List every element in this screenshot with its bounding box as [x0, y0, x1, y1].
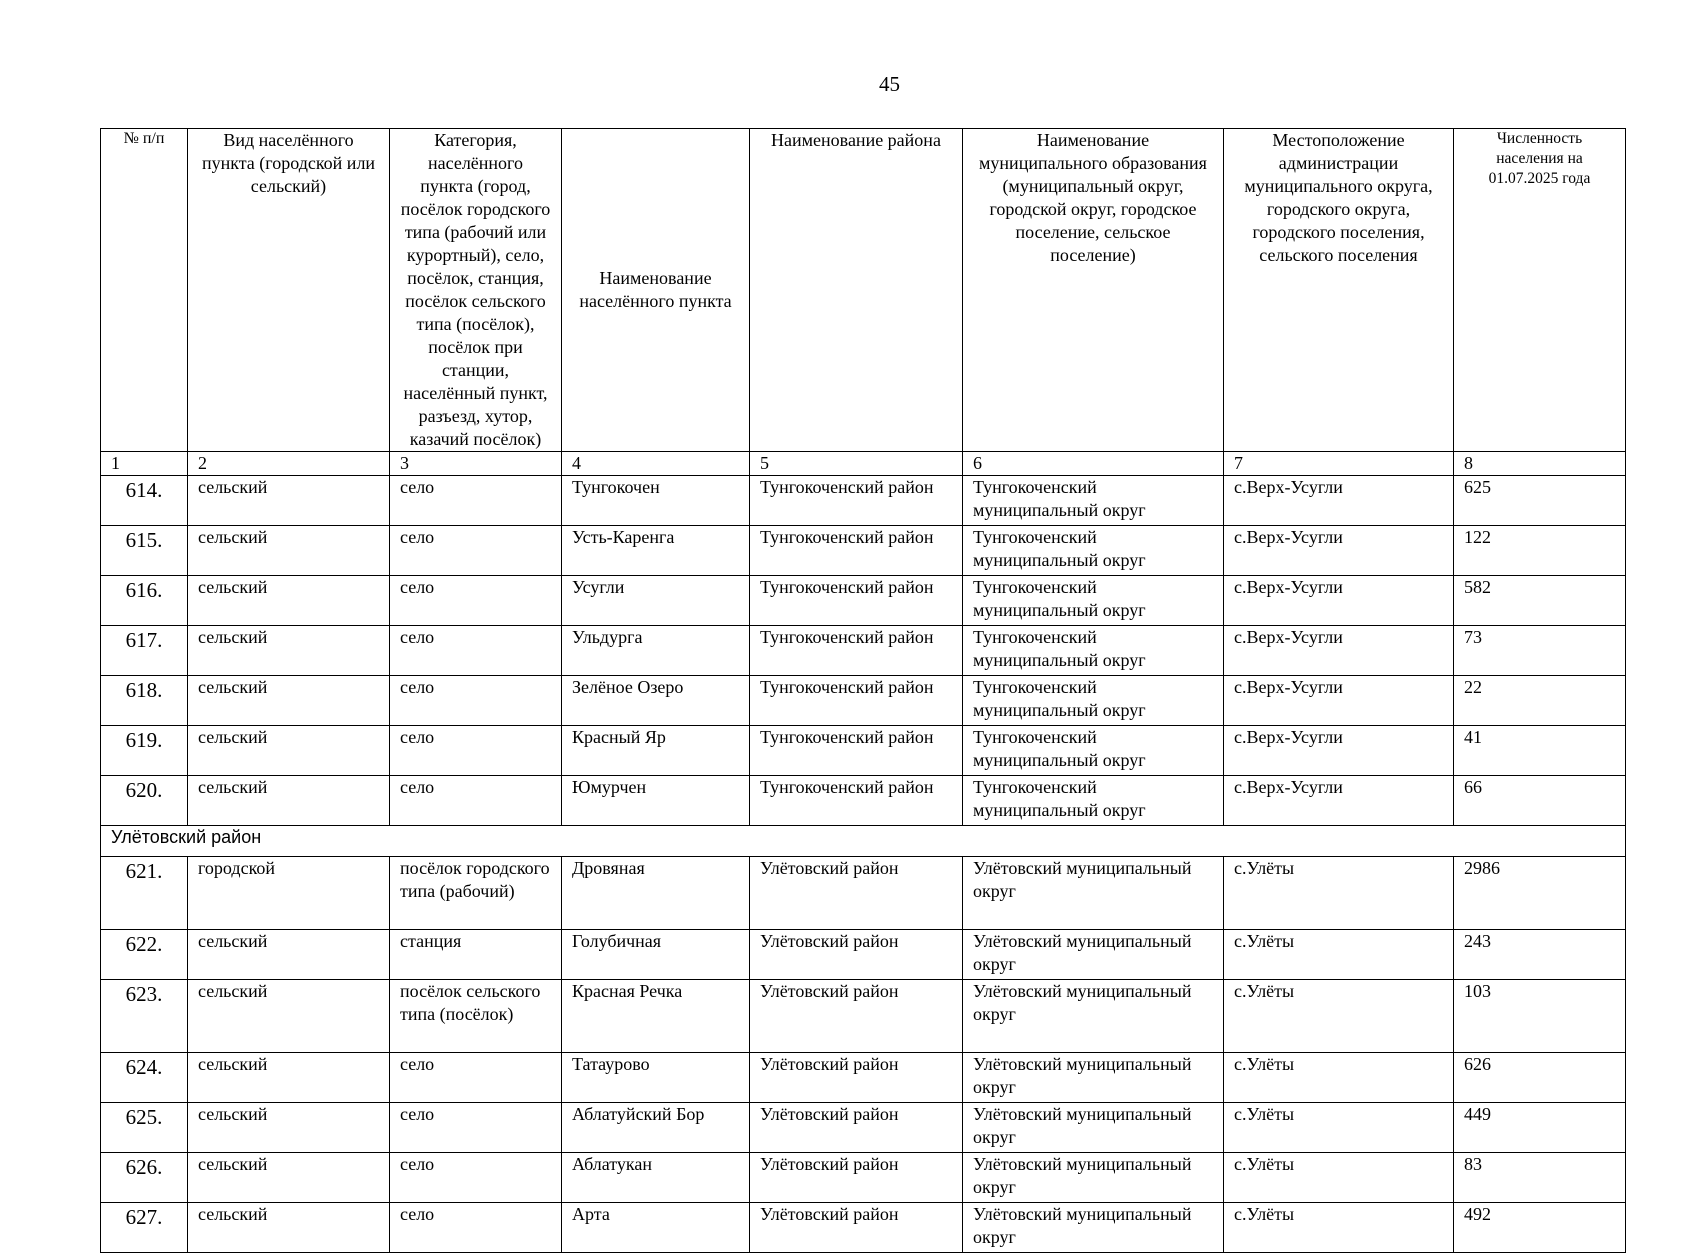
- admin-location: с.Улёты: [1224, 857, 1454, 930]
- settlement-name: Ульдурга: [562, 626, 750, 676]
- municipality-name: Улётовский муниципальный округ: [963, 1203, 1224, 1253]
- row-number: 624.: [101, 1053, 188, 1103]
- settlement-category: село: [390, 526, 562, 576]
- settlement-name: Арта: [562, 1203, 750, 1253]
- table-row: [101, 930, 1626, 980]
- settlement-category: село: [390, 1153, 562, 1203]
- settlement-name: Красная Речка: [562, 980, 750, 1053]
- settlement-name: Аблатукан: [562, 1153, 750, 1203]
- section-header-row: [101, 826, 1626, 857]
- settlement-category: станция: [390, 930, 562, 980]
- population: 41: [1454, 726, 1626, 776]
- admin-location: с.Улёты: [1224, 1203, 1454, 1253]
- district-name: Улётовский район: [750, 857, 963, 930]
- settlement-name: Усть-Каренга: [562, 526, 750, 576]
- column-number: 2: [188, 452, 390, 476]
- admin-location: с.Верх-Усугли: [1224, 476, 1454, 526]
- district-name: Тунгокоченский район: [750, 526, 963, 576]
- settlement-category: село: [390, 1053, 562, 1103]
- municipality-name: Тунгокоченский муниципальный округ: [963, 576, 1224, 626]
- table-row: [101, 1203, 1626, 1253]
- row-number: 617.: [101, 626, 188, 676]
- admin-location: с.Верх-Усугли: [1224, 676, 1454, 726]
- settlement-type: городской: [188, 857, 390, 930]
- settlement-category: село: [390, 1103, 562, 1153]
- admin-location: с.Улёты: [1224, 1103, 1454, 1153]
- table-row: [101, 576, 1626, 626]
- admin-location: с.Улёты: [1224, 980, 1454, 1053]
- district-name: Улётовский район: [750, 1103, 963, 1153]
- municipality-name: Тунгокоченский муниципальный округ: [963, 726, 1224, 776]
- settlement-type: сельский: [188, 930, 390, 980]
- settlement-type: сельский: [188, 1153, 390, 1203]
- row-number: 622.: [101, 930, 188, 980]
- table-row: [101, 476, 1626, 526]
- admin-location: с.Верх-Усугли: [1224, 626, 1454, 676]
- district-name: Тунгокоченский район: [750, 726, 963, 776]
- table-header-row: [101, 129, 1626, 452]
- municipality-name: Улётовский муниципальный округ: [963, 980, 1224, 1053]
- header-settlement-category: Категория, населённого пункта (город, посёлок городского типа (рабочий или курортный), село, посёлок, станция, посёлок сельского типа (посёлок), посёлок при станции, населённый пункт, разъезд, хутор, казачий посёлок): [390, 129, 562, 452]
- population: 22: [1454, 676, 1626, 726]
- population: 582: [1454, 576, 1626, 626]
- district-name: Улётовский район: [750, 1153, 963, 1203]
- settlement-name: Дровяная: [562, 857, 750, 930]
- district-name: Улётовский район: [750, 930, 963, 980]
- settlement-category: село: [390, 726, 562, 776]
- settlement-type: сельский: [188, 980, 390, 1053]
- column-number: 4: [562, 452, 750, 476]
- column-number: 7: [1224, 452, 1454, 476]
- column-number: 5: [750, 452, 963, 476]
- row-number: 616.: [101, 576, 188, 626]
- settlement-type: сельский: [188, 476, 390, 526]
- column-number: 3: [390, 452, 562, 476]
- population: 122: [1454, 526, 1626, 576]
- population: 449: [1454, 1103, 1626, 1153]
- settlement-category: село: [390, 676, 562, 726]
- admin-location: с.Улёты: [1224, 1153, 1454, 1203]
- municipality-name: Улётовский муниципальный округ: [963, 857, 1224, 930]
- table-row: [101, 857, 1626, 930]
- population: 83: [1454, 1153, 1626, 1203]
- header-settlement-type: Вид населённого пункта (городской или сельский): [188, 129, 390, 452]
- admin-location: с.Верх-Усугли: [1224, 776, 1454, 826]
- table-row: [101, 980, 1626, 1053]
- district-name: Улётовский район: [750, 980, 963, 1053]
- row-number: 620.: [101, 776, 188, 826]
- settlement-type: сельский: [188, 576, 390, 626]
- row-number: 614.: [101, 476, 188, 526]
- settlement-name: Тунгокочен: [562, 476, 750, 526]
- admin-location: с.Верх-Усугли: [1224, 576, 1454, 626]
- table-row: [101, 726, 1626, 776]
- table-row: [101, 1153, 1626, 1203]
- municipality-name: Улётовский муниципальный округ: [963, 1103, 1224, 1153]
- section-title: Улётовский район: [101, 826, 1626, 857]
- row-number: 623.: [101, 980, 188, 1053]
- header-admin-location: Местоположение администрации муниципального округа, городского округа, городского поселения, сельского поселения: [1224, 129, 1454, 452]
- settlement-category: село: [390, 476, 562, 526]
- population: 73: [1454, 626, 1626, 676]
- page-number: 45: [879, 72, 900, 96]
- settlement-type: сельский: [188, 626, 390, 676]
- admin-location: с.Верх-Усугли: [1224, 726, 1454, 776]
- population: 66: [1454, 776, 1626, 826]
- header-settlement-name: Наименование населённого пункта: [562, 129, 750, 452]
- row-number: 625.: [101, 1103, 188, 1153]
- header-number: № п/п: [101, 129, 188, 452]
- column-number-row: [101, 452, 1626, 476]
- settlement-name: Красный Яр: [562, 726, 750, 776]
- settlement-name: Зелёное Озеро: [562, 676, 750, 726]
- district-name: Тунгокоченский район: [750, 626, 963, 676]
- settlement-type: сельский: [188, 726, 390, 776]
- district-name: Тунгокоченский район: [750, 776, 963, 826]
- admin-location: с.Улёты: [1224, 930, 1454, 980]
- municipality-name: Тунгокоченский муниципальный округ: [963, 626, 1224, 676]
- municipality-name: Тунгокоченский муниципальный округ: [963, 676, 1224, 726]
- district-name: Тунгокоченский район: [750, 676, 963, 726]
- settlement-type: сельский: [188, 1103, 390, 1153]
- district-name: Улётовский район: [750, 1203, 963, 1253]
- table-row: [101, 626, 1626, 676]
- municipality-name: Улётовский муниципальный округ: [963, 930, 1224, 980]
- table-row: [101, 776, 1626, 826]
- settlement-name: Юмурчен: [562, 776, 750, 826]
- settlement-category: посёлок сельского типа (посёлок): [390, 980, 562, 1053]
- population: 103: [1454, 980, 1626, 1053]
- settlement-category: село: [390, 576, 562, 626]
- row-number: 619.: [101, 726, 188, 776]
- settlement-category: посёлок городского типа (рабочий): [390, 857, 562, 930]
- settlement-name: Голубичная: [562, 930, 750, 980]
- settlement-type: сельский: [188, 676, 390, 726]
- settlement-type: сельский: [188, 776, 390, 826]
- table-row: [101, 676, 1626, 726]
- settlement-type: сельский: [188, 1053, 390, 1103]
- settlement-category: село: [390, 776, 562, 826]
- header-population: Численность населения на 01.07.2025 года: [1454, 129, 1626, 452]
- row-number: 626.: [101, 1153, 188, 1203]
- district-name: Тунгокоченский район: [750, 476, 963, 526]
- admin-location: с.Улёты: [1224, 1053, 1454, 1103]
- population: 492: [1454, 1203, 1626, 1253]
- table-row: [101, 1103, 1626, 1153]
- population: 243: [1454, 930, 1626, 980]
- district-name: Улётовский район: [750, 1053, 963, 1103]
- municipality-name: Тунгокоченский муниципальный округ: [963, 526, 1224, 576]
- population: 625: [1454, 476, 1626, 526]
- row-number: 621.: [101, 857, 188, 930]
- header-district-name: Наименование района: [750, 129, 963, 452]
- municipality-name: Тунгокоченский муниципальный округ: [963, 776, 1224, 826]
- population: 626: [1454, 1053, 1626, 1103]
- municipality-name: Улётовский муниципальный округ: [963, 1153, 1224, 1203]
- population: 2986: [1454, 857, 1626, 930]
- municipality-name: Улётовский муниципальный округ: [963, 1053, 1224, 1103]
- admin-location: с.Верх-Усугли: [1224, 526, 1454, 576]
- column-number: 8: [1454, 452, 1626, 476]
- settlement-name: Аблатуйский Бор: [562, 1103, 750, 1153]
- settlement-category: село: [390, 626, 562, 676]
- table-row: [101, 526, 1626, 576]
- settlement-name: Усугли: [562, 576, 750, 626]
- settlement-name: Татаурово: [562, 1053, 750, 1103]
- settlement-category: село: [390, 1203, 562, 1253]
- row-number: 627.: [101, 1203, 188, 1253]
- table-row: [101, 1053, 1626, 1103]
- settlement-type: сельский: [188, 1203, 390, 1253]
- settlement-type: сельский: [188, 526, 390, 576]
- column-number: 6: [963, 452, 1224, 476]
- district-name: Тунгокоченский район: [750, 576, 963, 626]
- column-number: 1: [101, 452, 188, 476]
- settlements-table: [100, 128, 1626, 1253]
- row-number: 618.: [101, 676, 188, 726]
- header-municipality-name: Наименование муниципального образования (муниципальный округ, городской округ, городское поселение, сельское поселение): [963, 129, 1224, 452]
- row-number: 615.: [101, 526, 188, 576]
- municipality-name: Тунгокоченский муниципальный округ: [963, 476, 1224, 526]
